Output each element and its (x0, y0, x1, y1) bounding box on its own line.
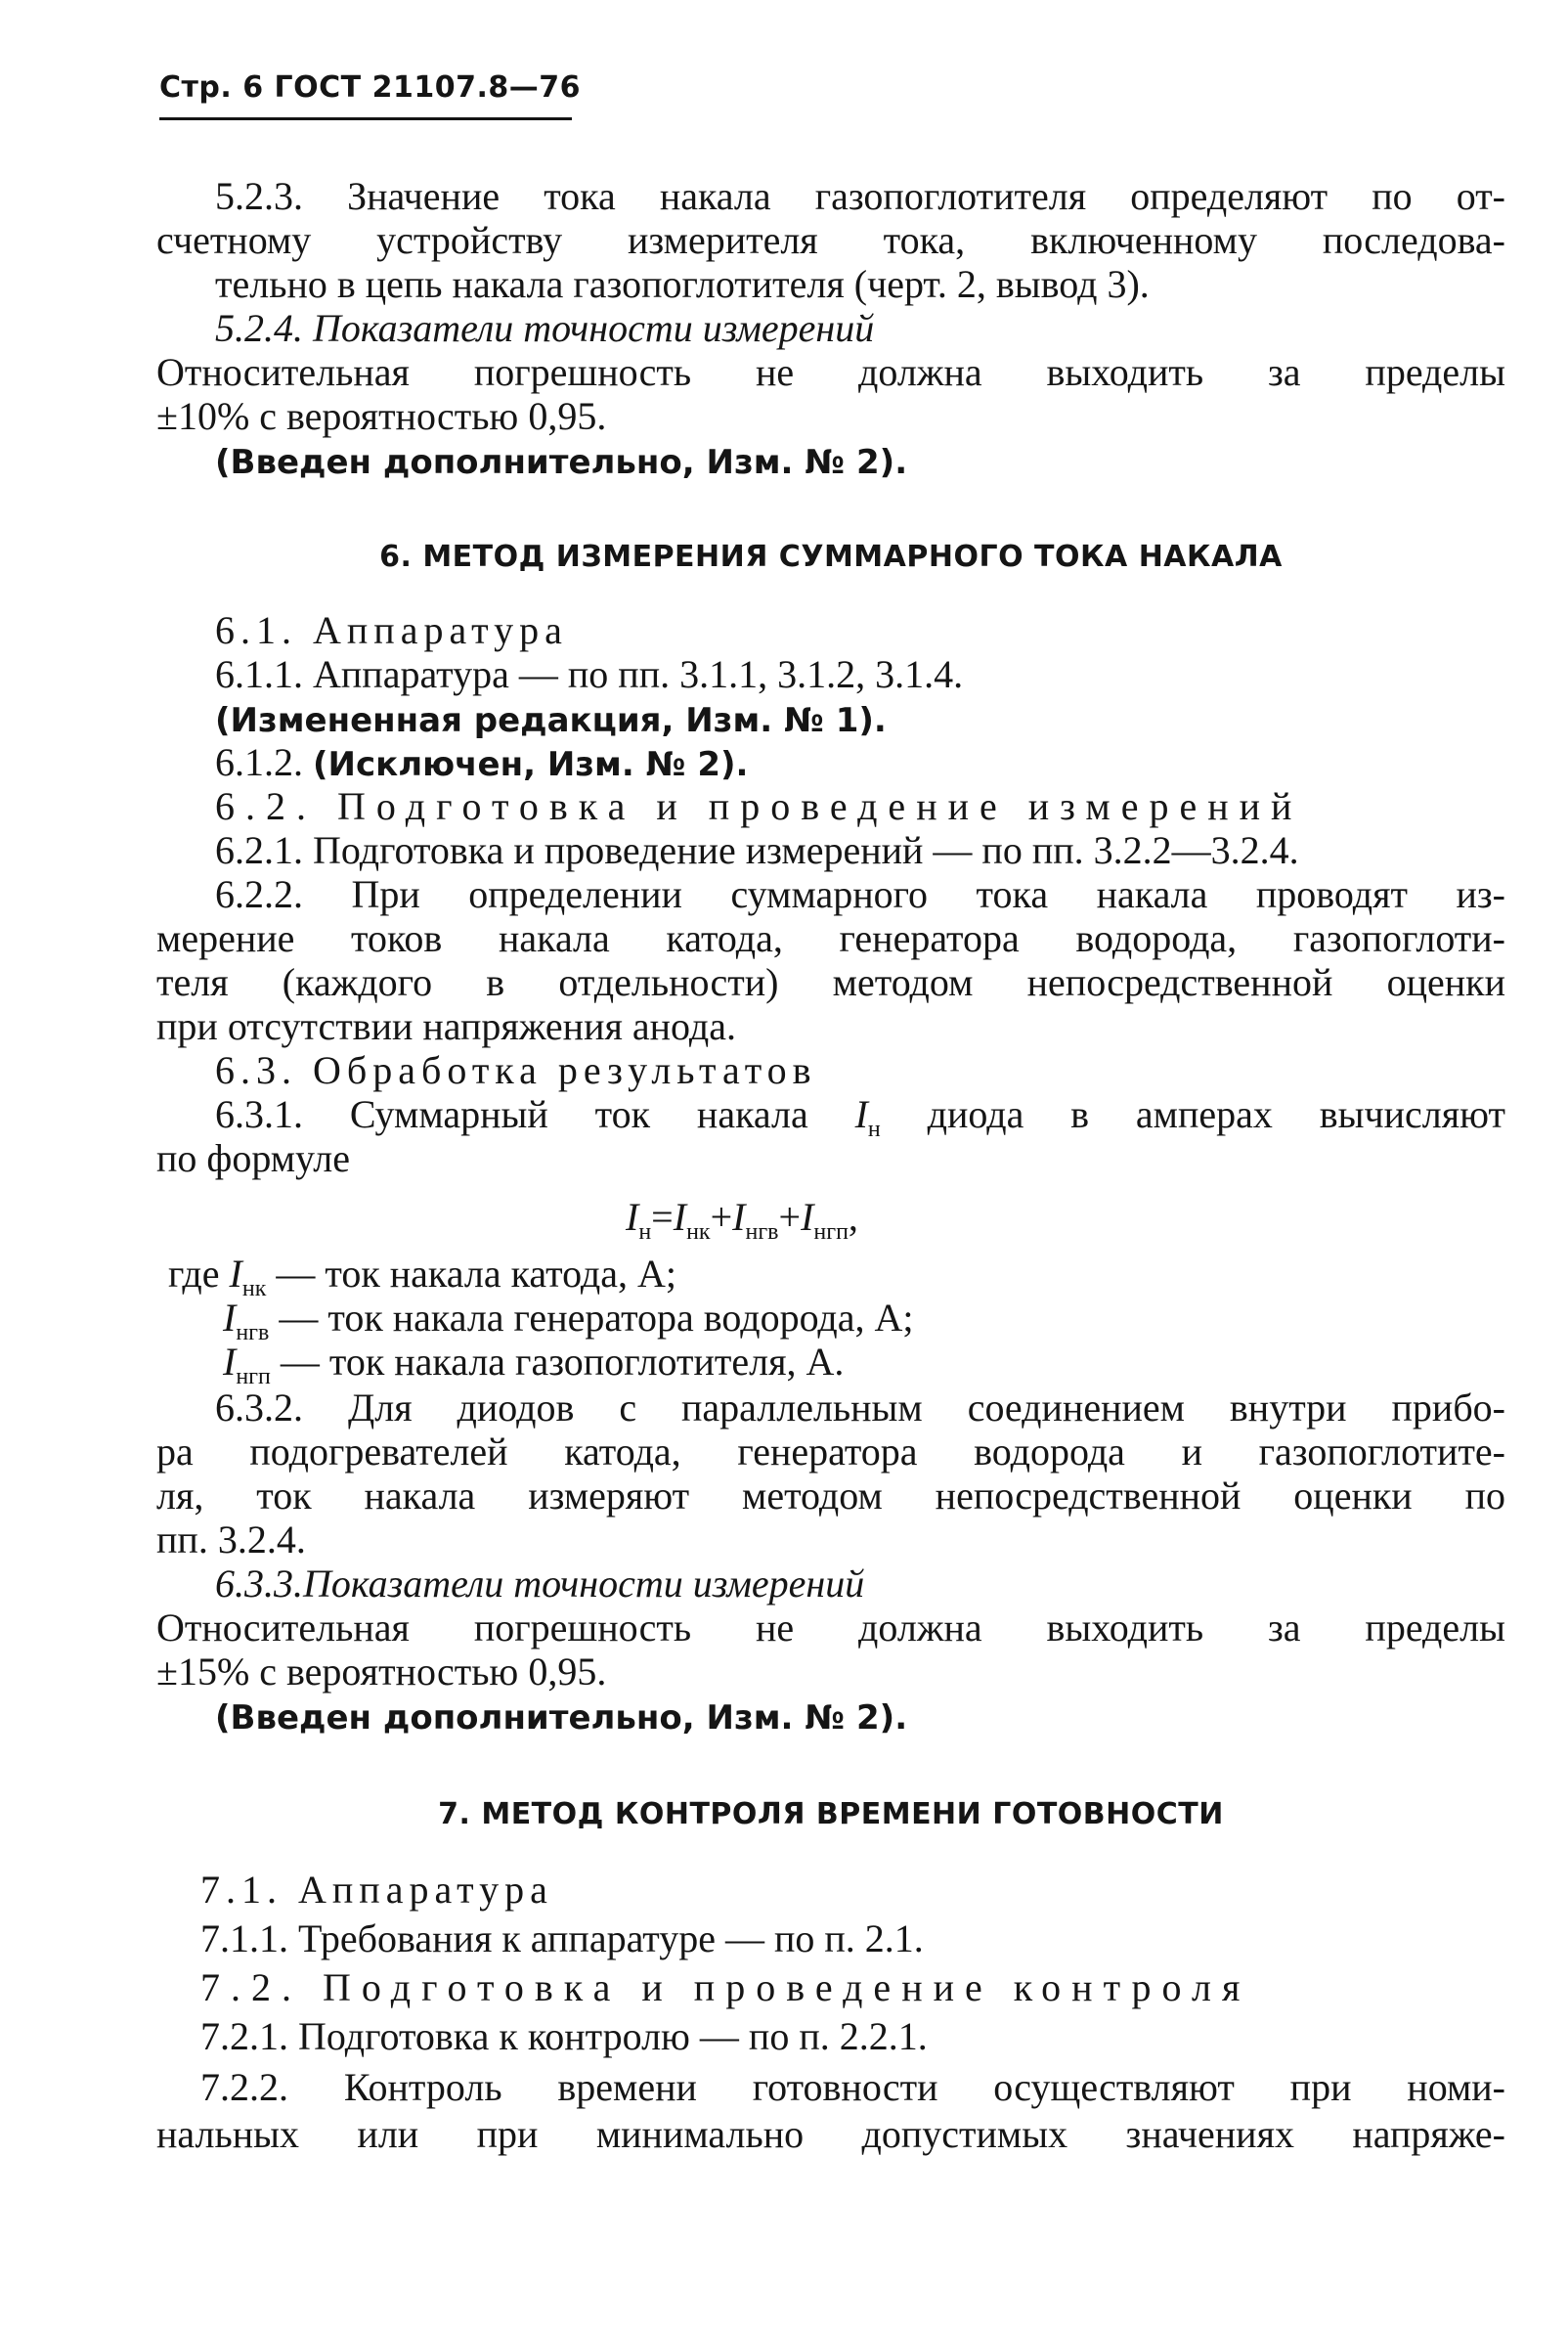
current-symbol-sub: н (867, 1117, 881, 1142)
subsection-6-2: 6.2. Подготовка и проведение измерений (215, 784, 1303, 828)
paragraph-7-2-1: 7.2.1. Подготовка к контролю — по п. 2.2.1. (200, 2014, 928, 2058)
formula-term-3-sub: нгп (813, 1219, 849, 1245)
paragraph-6-3-1-post: диода в амперах вычисляют (880, 1092, 1505, 1136)
paragraph-6-3-2-line-4: пп. 3.2.4. (156, 1518, 306, 1562)
header-rule (159, 117, 572, 120)
paragraph-6-3-3-line-2: ±15% с вероятностью 0,95. (156, 1650, 607, 1694)
paragraph-5-2-3-line-1: 5.2.3. Значение тока накала газопоглотителя определяют по от- (215, 174, 1505, 218)
paragraph-6-1-2-number: 6.1.2. (215, 740, 303, 784)
formula: $I_н=I_{нк}+I_{нгв}+I_{нгп}$, (626, 1195, 858, 1245)
formula-lhs-sub: н (638, 1219, 652, 1245)
paragraph-5-2-4-title-text: 5.2.4. Показатели точности измерений (215, 306, 875, 350)
where-symbol-2: I (223, 1296, 237, 1340)
subsection-6-1: 6.1. Аппаратура (215, 608, 568, 652)
paragraph-6-3-3-line-1: Относительная погрешность не должна выходить за пределы (156, 1606, 1505, 1650)
paragraph-6-2-2-line-1: 6.2.2. При определении суммарного тока накала проводят из- (215, 872, 1505, 916)
subsection-7-2: 7.2. Подготовка и проведение контроля (200, 1965, 1251, 2009)
current-symbol: I (854, 1092, 868, 1136)
paragraph-5-2-3-line-2: счетному устройству измерителя тока, включенному последова- (156, 218, 1505, 262)
formula-term-3: I (801, 1195, 814, 1239)
paragraph-6-1-2 (156, 740, 1505, 787)
paragraph-6-3-2-line-1: 6.3.2. Для диодов с параллельным соединением внутри прибо- (215, 1386, 1505, 1430)
where-text-2: — ток накала генератора водорода, А; (279, 1296, 914, 1340)
section-7-heading: 7. МЕТОД КОНТРОЛЯ ВРЕМЕНИ ГОТОВНОСТИ (438, 1797, 1224, 1831)
paragraph-6-3-2-line-2: ра подогревателей катода, генератора водорода и газопоглотите- (156, 1430, 1505, 1474)
paragraph-6-3-2-line-3: ля, ток накала измеряют методом непосредственной оценки по (156, 1474, 1505, 1518)
paragraph-6-1-2-text: (Исключен, Изм. № 2). (313, 745, 749, 784)
formula-lhs: I (626, 1195, 639, 1239)
paragraph-7-1-1: 7.1.1. Требования к аппаратуре — по п. 2.1. (200, 1916, 924, 1960)
paragraph-5-2-4-line-1: Относительная погрешность не должна выходить за пределы (156, 350, 1505, 394)
section-6-heading: 6. МЕТОД ИЗМЕРЕНИЯ СУММАРНОГО ТОКА НАКАЛА (379, 540, 1283, 574)
paragraph-7-2-2-line-1: 7.2.2. Контроль времени готовности осуществляют при номи- (200, 2065, 1505, 2109)
paragraph-7-2-2-line-2: нальных или при минимально допустимых значениях напряже- (156, 2112, 1505, 2156)
amendment-note-2: (Измененная редакция, Изм. № 1). (215, 701, 887, 740)
page-header: Стр. 6 ГОСТ 21107.8—76 (159, 70, 581, 105)
formula-term-2: I (732, 1195, 746, 1239)
subsection-6-3: 6.3. Обработка результатов (215, 1048, 817, 1092)
amendment-note-1: (Введен дополнительно, Изм. № 2). (215, 443, 908, 482)
paragraph-5-2-4-title (156, 306, 1505, 351)
paragraph-6-2-1: 6.2.1. Подготовка и проведение измерений — по пп. 3.2.2—3.2.4. (215, 828, 1299, 872)
where-symbol-1-sub: нк (241, 1276, 267, 1301)
paragraph-5-2-3-line-3-text: тельно в цепь накала газопоглотителя (черт. 2, вывод 3). (215, 262, 1150, 306)
paragraph-5-2-3-line-3 (156, 262, 1505, 307)
where-prefix: где (168, 1252, 230, 1296)
formula-tail: , (848, 1195, 858, 1239)
paragraph-6-2-2-line-3: теля (каждого в отдельности) методом непосредственной оценки (156, 960, 1505, 1004)
paragraph-6-3-3-title (156, 1562, 1505, 1606)
subsection-7-1: 7.1. Аппаратура (200, 1868, 553, 1912)
paragraph-6-2-2-line-4: при отсутствии напряжения анода. (156, 1004, 737, 1048)
where-symbol-2-sub: нгв (236, 1320, 270, 1345)
paragraph-6-1-1: 6.1.1. Аппаратура — по пп. 3.1.1, 3.1.2, 3.1.4. (215, 652, 964, 696)
where-symbol-1: I (229, 1252, 242, 1296)
amendment-note-3: (Введен дополнительно, Изм. № 2). (215, 1698, 908, 1738)
where-symbol-3-sub: нгп (236, 1364, 271, 1389)
paragraph-6-3-1-pre: 6.3.1. Суммарный ток накала (215, 1092, 855, 1136)
formula-term-2-sub: нгв (745, 1219, 779, 1245)
where-symbol-3: I (223, 1340, 237, 1384)
formula-term-1: I (673, 1195, 687, 1239)
where-text-3: — ток накала газопоглотителя, А. (280, 1340, 845, 1384)
formula-term-1-sub: нк (686, 1219, 711, 1245)
where-text-1: — ток накала катода, А; (276, 1252, 677, 1296)
paragraph-6-2-2-line-2: мерение токов накала катода, генератора водорода, газопоглоти- (156, 916, 1505, 960)
paragraph-6-3-3-title-text: 6.3.3.Показатели точности измерений (215, 1562, 865, 1606)
paragraph-6-3-1-line-2: по формуле (156, 1136, 350, 1180)
paragraph-5-2-4-line-2: ±10% с вероятностью 0,95. (156, 394, 607, 438)
